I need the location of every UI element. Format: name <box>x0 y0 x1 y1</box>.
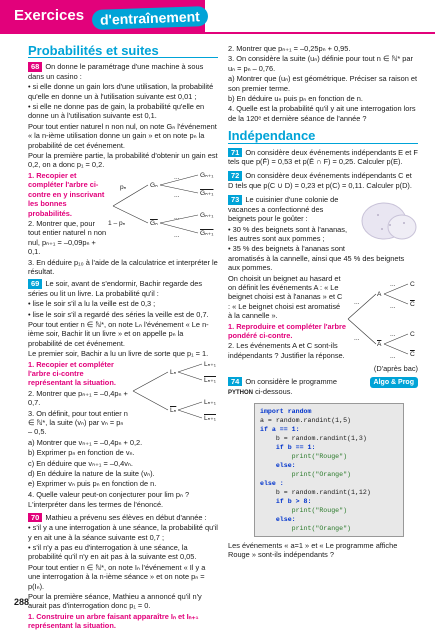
ex73-line: • 30 % des beignets sont à l'ananas, les autres sont aux pommes ; <box>228 224 348 243</box>
ex70-line: • s'il y a une interrogation à une séance, la probabilité qu'il y en ait une à la séance suivante est 0,7 ; <box>28 523 218 542</box>
ex68-line: • si elle ne donne pas de gain, la probabilité qu'elle en donne un à l'utilisation suivante est 0,1. <box>28 102 205 121</box>
ex69-line: Pour tout entier n ∈ ℕ*, on note Lₙ l'événement « Le n-ième soir, Bachir lit un livre » et on appelle pₙ la probabilité de cet événement. <box>28 319 209 348</box>
tree-dots: ... <box>174 231 180 239</box>
code-line: print("Rouge") <box>260 452 348 460</box>
ex70-line: Pour tout entier n ∈ ℕ*, on note Iₙ l'événement « Il y a une interrogation à la n-ième séance » et on note pₙ = p(Iₙ). <box>28 562 206 591</box>
exercise-number: 68 <box>28 62 42 71</box>
ex69-sub: d) En déduire la nature de la suite (vₙ). <box>28 469 155 479</box>
tree-label: 1 – pₙ <box>108 219 126 227</box>
exercise-73 <box>228 195 418 373</box>
code-line: print("Orange") <box>260 470 352 478</box>
tree-label: pₙ <box>120 183 127 191</box>
tree-node: Gₙ₊₁ <box>200 171 214 179</box>
page-header <box>0 0 435 42</box>
ex73-line: On choisit un beignet au hasard et on définit les événements A : « Le beignet choisi est à l'ananas » et C : « Le beignet choisi est aromatisé à la cannelle ». <box>228 273 343 321</box>
ex73-source: (D'après bac) <box>373 363 418 373</box>
header-rule <box>0 32 435 34</box>
tree-node: Lₙ₊₁ <box>204 398 216 406</box>
ex70-q1: 1. Construire un arbre faisant apparaître Iₙ et Iₙ₊₁ représentant la situation. <box>28 611 199 631</box>
tree-dots: ... <box>390 302 396 310</box>
ex69-line: • lise le soir s'il a lu la veille est de 0,3 ; <box>28 299 156 309</box>
code-line: if a == 1: <box>260 425 300 433</box>
code-line: print("Rouge") <box>260 506 348 514</box>
tree-node: Gₙ <box>150 181 158 189</box>
ex73-line: • 35 % des beignets à l'ananas sont aromatisés à la cannelle, ainsi que 45 % des beignets aux pommes. <box>228 244 405 273</box>
tree-dots: ... <box>354 334 360 342</box>
ex69-sub: 4. Quelle valeur peut-on conjecturer pour lim pₙ ? <box>28 489 190 499</box>
tree-node: $\overline{C}$ <box>410 300 415 308</box>
section-title-probabilites: Probabilités et suites <box>28 46 218 58</box>
tree-node: Lₙ₊₁ <box>204 360 216 368</box>
header-title: Exercices <box>14 7 85 24</box>
ex68-q3: 3. En déduire p₁₀ à l'aide de la calculatrice et interpréter le résultat. <box>28 257 218 276</box>
exercise-number: 69 <box>28 279 42 288</box>
tree-dots: ... <box>354 298 360 306</box>
tree-node: Lₙ₊₁ <box>204 376 216 384</box>
ex69-q2: 2. Montrer que pₙ₊₁ = –0,4pₙ + 0,7. <box>28 388 128 408</box>
ex69-line: Le premier soir, Bachir a lu un livre de sorte que p₁ = 1. <box>28 349 209 359</box>
ex69-sub: c) En déduire que vₙ₊₁ = –0,4vₙ. <box>28 458 133 468</box>
section-title-independance: Indépendance <box>228 131 418 143</box>
probability-tree-69 <box>128 360 218 422</box>
tree-dots: ... <box>174 173 180 181</box>
ex68-line: On donne le paramétrage d'une machine à sous dans un casino : <box>28 62 204 81</box>
ex69-sub: b) Exprimer pₙ en fonction de vₙ. <box>28 448 135 458</box>
code-line: else: <box>260 461 296 469</box>
exercise-number: 72 <box>228 171 242 180</box>
tree-node: Gₙ₊₁ <box>200 229 214 237</box>
page-number: 288 <box>14 597 30 607</box>
tree-dots: ... <box>174 191 180 199</box>
exercise-70 <box>28 513 218 631</box>
ex69-sub: e) Exprimer vₙ puis pₙ en fonction de n. <box>28 479 157 489</box>
ex69-line: Le soir, avant de s'endormir, Bachir regarde des séries ou lit un livre. La probabilité qu'il : <box>28 279 203 298</box>
ex74-text2: ci-dessous. <box>255 387 293 397</box>
tree-dots: ... <box>390 330 396 338</box>
code-line: else : <box>260 479 284 487</box>
ex69-line: • lise le soir s'il a regardé des séries la veille est de 0,7. <box>28 309 209 319</box>
exercise-69 <box>28 279 218 509</box>
exercise-number: 74 <box>228 377 242 386</box>
ex69-sub: L'interpréter dans les termes de l'énoncé. <box>28 500 164 510</box>
ex73-line: Le cuisinier d'une colonie de vacances a confectionné des beignets pour le goûter : <box>228 195 339 224</box>
ex70-cont: b) En déduire uₙ puis pₙ en fonction de n. <box>228 94 363 104</box>
right-column <box>228 44 418 561</box>
ex68-line: Pour tout entier naturel n non nul, on note Gₙ l'événement « la n-ième utilisation donne un gain » et on note pₙ la probabilité de cet événement. <box>28 121 217 150</box>
python-label: PYTHON <box>228 390 254 397</box>
tree-node: A <box>377 290 382 298</box>
tree-node: C <box>410 280 415 288</box>
ex70-cont: 4. Quelle est la probabilité qu'il y ait une interrogation lors de la 120ᵉ et dernière séance de l'année ? <box>228 104 416 123</box>
donut-image <box>356 197 418 247</box>
code-line: a = random.randint(1,5) <box>260 416 352 424</box>
tree-node: $\overline{C}$ <box>410 350 415 358</box>
tree-node: Gₙ₊₁ <box>200 189 214 197</box>
left-column <box>28 44 218 632</box>
code-line: import random <box>260 407 312 415</box>
ex70-line: • s'il n'y a pas eu d'interrogation à une séance, la probabilité qu'il n'y en ait pas à la suivante est 0,05. <box>28 542 197 562</box>
exercise-number: 71 <box>228 148 242 157</box>
tree-node: Lₙ₊₁ <box>204 414 216 422</box>
python-code-block <box>254 403 404 537</box>
exercise-68 <box>28 62 218 276</box>
probability-tree-68 <box>108 171 218 241</box>
exercise-number: 70 <box>28 513 42 522</box>
code-line: else: <box>260 515 296 523</box>
ex72-text: On considère deux événements indépendants C et D tels que p(C ∪ D) = 0,23 et p(C) = 0,11. Calculer p(D). <box>228 171 412 190</box>
ex73-q1: 1. Reproduire et compléter l'arbre pondéré ci-contre. <box>228 321 346 340</box>
tree-node: Lₙ <box>170 368 177 376</box>
code-line: b = random.randint(1,3) <box>260 434 367 442</box>
ex68-line: • si elle donne un gain lors d'une utilisation, la probabilité qu'elle en donne un à l'utilisation suivante est 0,01 ; <box>28 82 214 101</box>
tree-lines <box>346 274 418 364</box>
ex69-sub: a) Montrer que vₙ₊₁ = –0,4pₙ + 0,2. <box>28 437 143 447</box>
probability-tree-73 <box>346 274 418 364</box>
ex74-final: Les événements « a=1 » et « Le programme affiche Rouge » sont-ils indépendants ? <box>228 540 398 560</box>
code-line: print("Orange") <box>260 524 352 532</box>
ex69-q3: 3. On définit, pour tout entier n ∈ ℕ*, la suite (vₙ) par vₙ = pₙ – 0,5. <box>28 408 128 437</box>
ex68-q2: 2. Montrer que, pour tout entier naturel n non nul, pₙ₊₁ = –0,09pₙ + 0,1. <box>28 218 107 257</box>
tree-dots: ... <box>390 280 396 288</box>
ex69-q1: 1. Recopier et compléter l'arbre ci-contre représentant la situation. <box>28 359 116 388</box>
ex70-line: Mathieu a prévenu ses élèves en début d'année : <box>45 512 207 522</box>
ex73-q2: 2. Les événements A et C sont-ils indépendants ? Justifier la réponse. <box>228 341 345 360</box>
ex68-line: Pour la première partie, la probabilité d'obtenir un gain est 0,2, on a donc p₁ = 0,2. <box>28 151 218 170</box>
exercise-74 <box>228 377 418 560</box>
tree-node: $\overline{G_n}$ <box>150 219 158 227</box>
tree-dots: ... <box>390 352 396 360</box>
ex74-text: On considère le programme <box>245 376 337 386</box>
tree-dots: ... <box>174 213 180 221</box>
code-line: b = random.randint(1,12) <box>260 488 371 496</box>
tree-node: C <box>410 330 415 338</box>
tree-node: Gₙ₊₁ <box>200 211 214 219</box>
exercise-number: 73 <box>228 195 242 204</box>
ex70-cont: 2. Montrer que pₙ₊₁ = –0,25pₙ + 0,95. <box>228 44 351 53</box>
code-line: if b == 1: <box>260 443 316 451</box>
code-line: if b > 8: <box>260 497 312 505</box>
ex70-cont: a) Montrer que (uₙ) est géométrique. Préciser sa raison et son premier terme. <box>228 74 418 93</box>
header-pill: d'entraînement <box>92 6 208 30</box>
tree-node: $\overline{L_n}$ <box>170 406 177 414</box>
algo-prog-badge: Algo & Prog <box>370 377 418 388</box>
ex70-cont: 3. On considère la suite (uₙ) définie pour tout n ∈ ℕ* par uₙ = pₙ – 0,76. <box>228 54 413 73</box>
ex71-text: On considère deux événements indépendants E et F tels que p(F̄) = 0,53 et p(Ē ∩ F) = 0,25. Calculer p(E). <box>228 147 418 167</box>
ex70-line: Pour la première séance, Mathieu a annoncé qu'il n'y aurait pas d'interrogation donc p₁ = 0. <box>28 591 202 611</box>
ex68-q1: 1. Recopier et compléter l'arbre ci-contre en y inscrivant les bonnes probabilités. <box>28 170 105 218</box>
tree-node: $\overline{A}$ <box>377 340 382 348</box>
